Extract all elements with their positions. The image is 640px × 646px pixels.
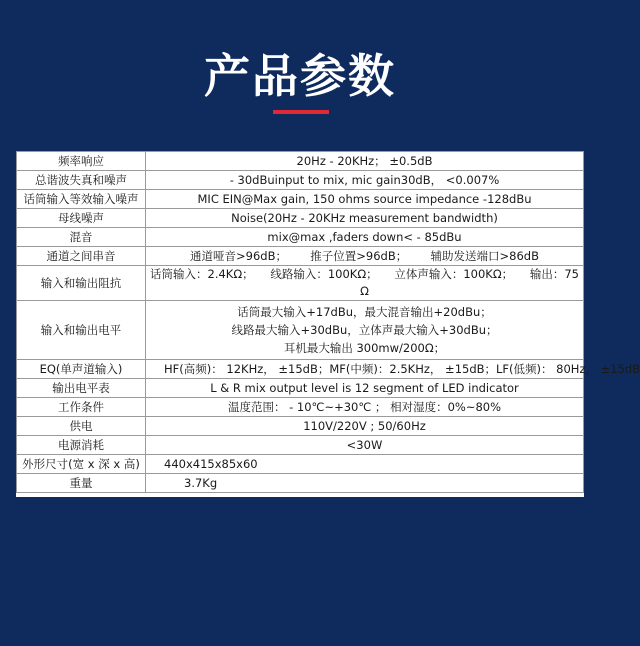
table-row xyxy=(17,455,584,474)
row-label: 混音 xyxy=(17,228,146,247)
row-value: <30W xyxy=(146,436,584,455)
row-label: 电源消耗 xyxy=(17,436,146,455)
level-line: 耳机最大输出 300mw/200Ω； xyxy=(283,341,446,355)
row-value: Noise(20Hz - 20KHz measurement bandwidth) xyxy=(146,209,584,228)
table-row xyxy=(17,266,584,301)
impedance-part: 输出：75 xyxy=(529,267,579,281)
row-value: 温度范围： - 10℃~+30℃ ； 相对湿度：0%~80% xyxy=(146,398,584,417)
impedance-part: 线路输入：100KΩ； xyxy=(270,267,378,281)
row-value: - 30dBuinput to mix, mic gain30dB， <0.007% xyxy=(146,171,584,190)
row-label: 总谐波失真和噪声 xyxy=(17,171,146,190)
row-label: 频率响应 xyxy=(17,152,146,171)
level-line: 线路最大输入+30dBu，立体声最大输入+30dBu； xyxy=(231,323,498,337)
row-value: 110V/220V ; 50/60Hz xyxy=(146,417,584,436)
impedance-unit: Ω xyxy=(360,284,369,298)
eq-part: MF(中频)：2.5KHz， ±15dB； xyxy=(329,362,497,376)
eq-part: HF(高频)： 12KHz， ±15dB； xyxy=(164,362,330,376)
row-label: 输入和输出阻抗 xyxy=(17,266,146,301)
row-value xyxy=(146,266,584,301)
table-row xyxy=(17,398,584,417)
row-value xyxy=(146,247,584,266)
row-value: 440x415x85x60 xyxy=(146,455,584,474)
row-value: L & R mix output level is 12 segment of LED indicator xyxy=(146,379,584,398)
row-label: 重量 xyxy=(17,474,146,493)
row-value xyxy=(146,301,584,360)
page-title: 产品参数 xyxy=(204,49,396,103)
row-label: 话筒输入等效输入噪声 xyxy=(17,190,146,209)
table-row xyxy=(17,379,584,398)
table-row xyxy=(17,474,584,493)
table-row xyxy=(17,209,584,228)
title-underline xyxy=(273,110,329,114)
row-label: EQ(单声道输入) xyxy=(17,360,146,379)
crosstalk-part: 推子位置>96dB； xyxy=(310,249,408,263)
impedance-part: 立体声输入：100KΩ； xyxy=(394,267,514,281)
row-label: 工作条件 xyxy=(17,398,146,417)
spec-table xyxy=(16,151,640,493)
table-row xyxy=(17,436,584,455)
impedance-part: 话筒输入：2.4KΩ； xyxy=(150,267,254,281)
row-value: MIC EIN@Max gain, 150 ohms source impedance -128dBu xyxy=(146,190,584,209)
level-line: 话筒最大输入+17dBu，最大混音输出+20dBu； xyxy=(237,305,492,319)
table-row xyxy=(17,247,584,266)
eq-part: LF(低频)： 80Hz， ±15dB xyxy=(496,362,640,376)
row-value: 20Hz - 20KHz； ±0.5dB xyxy=(146,152,584,171)
row-value xyxy=(146,360,640,379)
row-label: 输出电平表 xyxy=(17,379,146,398)
row-label: 供电 xyxy=(17,417,146,436)
row-label: 外形尺寸(宽 x 深 x 高) xyxy=(17,455,146,474)
table-row xyxy=(17,360,584,379)
table-row xyxy=(17,152,584,171)
row-label: 通道之间串音 xyxy=(17,247,146,266)
row-value: mix@max ,faders down< - 85dBu xyxy=(146,228,584,247)
row-label: 输入和输出电平 xyxy=(17,301,146,360)
table-row xyxy=(17,228,584,247)
spec-table-container xyxy=(16,151,640,497)
table-row xyxy=(17,171,584,190)
crosstalk-part: 辅助发送端口>86dB xyxy=(430,249,539,263)
table-row xyxy=(17,301,584,360)
crosstalk-part: 通道哑音>96dB； xyxy=(190,249,287,263)
table-row xyxy=(17,190,584,209)
table-row xyxy=(17,417,584,436)
row-label: 母线噪声 xyxy=(17,209,146,228)
row-value: 3.7Kg xyxy=(146,474,584,493)
